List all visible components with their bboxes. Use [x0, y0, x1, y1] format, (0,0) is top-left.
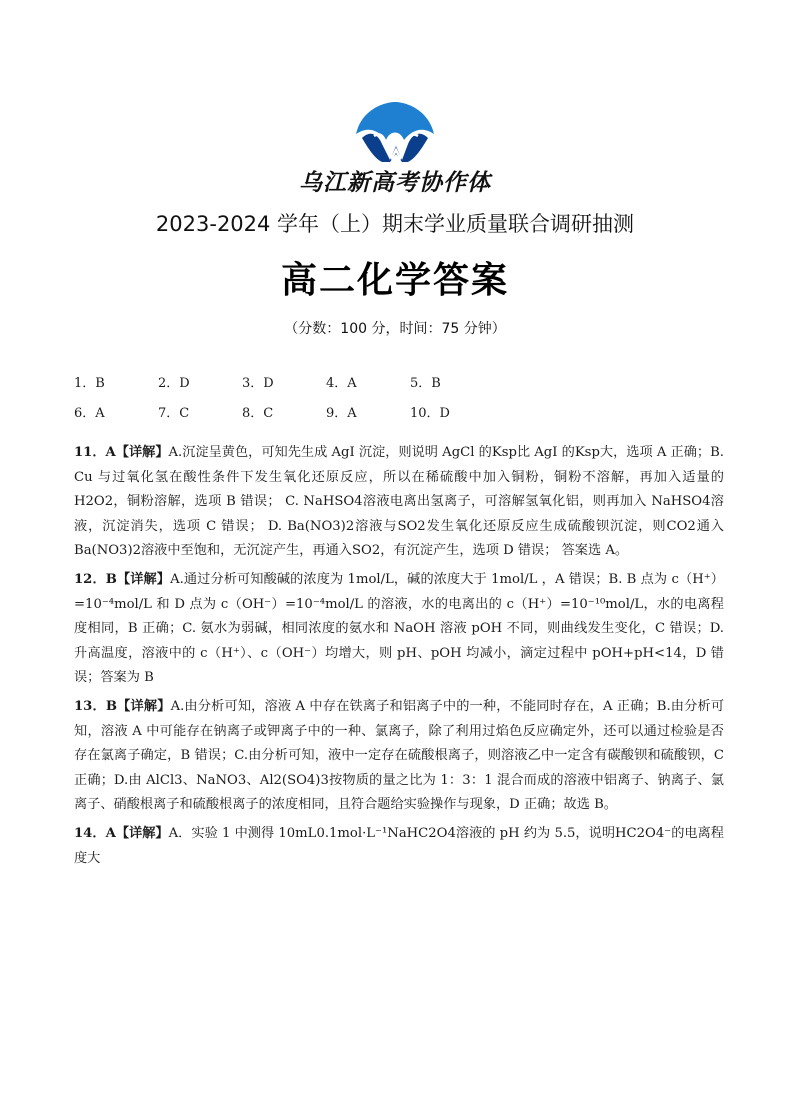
- item-tag: 【详解】: [117, 698, 171, 714]
- page-title: 高二化学答案: [280, 260, 509, 301]
- answer-item: 10．D: [410, 406, 450, 421]
- answer-item: 2．D: [158, 376, 190, 391]
- item-number: 12．B: [74, 571, 117, 587]
- answer-item: 1．B: [74, 376, 105, 391]
- item-tag: 【详解】: [116, 571, 171, 587]
- exam-title: 2023-2024 学年（上）期末学业质量联合调研抽测: [155, 212, 635, 236]
- answer-item: 5．B: [410, 376, 441, 391]
- explanation-list: [74, 441, 724, 875]
- item-number: 13．B: [74, 698, 118, 714]
- item-text: A．实验 1 中测得 10mL0.1mol·L⁻¹NaHC2O4溶液的 pH 约为 5.5，说明HC2O4⁻的电离程度大: [74, 825, 724, 866]
- wujiang-logo-icon: [352, 100, 438, 166]
- explanation-item: [74, 568, 724, 691]
- explanation-item: [74, 441, 724, 564]
- explanation-item: [74, 695, 724, 818]
- answer-row: [74, 402, 494, 432]
- organization-name: 乌江新高考协作体: [299, 170, 491, 196]
- answer-row: [74, 372, 494, 402]
- item-number: 11．A: [74, 445, 116, 460]
- answer-item: 9．A: [326, 406, 357, 421]
- answer-item: 3．D: [242, 376, 274, 391]
- item-number: 14．A: [74, 825, 116, 841]
- exam-meta: （分数：100 分，时间：75 分钟）: [284, 321, 506, 337]
- explanation-item: [74, 822, 724, 871]
- answer-item: 8．C: [242, 406, 274, 421]
- answer-item: 6．A: [74, 406, 105, 421]
- item-text: A.沉淀呈黄色，可知先生成 AgI 沉淀，则说明 AgCl 的Ksp比 AgI 的Ksp大，选项 A 正确；B. Cu 与过氧化氢在酸性条件下发生氧化还原反应，所以在稀硫酸中加入铜粉，铜粉不溶解，再加入适量的 H2O2，铜粉溶解，选项 B 错误； C. NaHSO4溶液电离出氢离子，可溶解氢氧化铝，则再加入 NaHSO4溶液，沉淀消失，选项 C 错误； D. Ba(NO3)2溶液与SO2发生氧化还原反应生成硫酸钡沉淀，则CO2通入 Ba(NO3)2溶液中至饱和，无沉淀产生，再通入SO2，有沉淀产生，选项 D 错误； 答案选 A。: [74, 445, 724, 559]
- item-text: A.通过分析可知酸碱的浓度为 1mol/L，碱的浓度大于 1mol/L ，A 错误；B. B 点为 c（H⁺）=10⁻⁴mol/L 和 D 点为 c（OH⁻）=10⁻⁴mol/L 的溶液，水的电离出的 c（H⁺）=10⁻¹⁰mol/L，水的电离程度相同，B 正确；C. 氨水为弱碱，相同浓度的氨水和 NaOH 溶液 pOH 不同，则曲线发生变化，C 错误；D.升高温度，溶液中的 c（H⁺）、c（OH⁻）均增大，则 pH、pOH 均减小，滴定过程中 pOH+pH<14，D 错误；答案为 B: [74, 571, 724, 686]
- item-text: A.由分析可知，溶液 A 中存在铁离子和铝离子中的一种，不能同时存在，A 正确；B.由分析可知，溶液 A 中可能存在钠离子或钾离子中的一种、氯离子，除了利用过焰色反应确定外，还可以通过检验是否存在氯离子确定，B 错误；C.由分析可知，液中一定存在硫酸根离子，则溶液乙中一定含有碳酸钡和硫酸钡，C 正确；D.由 AlCl3、NaNO3、Al2(SO4)3按物质的量之比为 1：3：1 混合而成的溶液中铝离子、钠离子、氯离子、硝酸根离子和硫酸根离子的浓度相同，且符合题给实验操作与现象，D 正确；故选 B。: [74, 698, 725, 813]
- item-tag: 【详解】: [115, 445, 169, 460]
- item-tag: 【详解】: [115, 825, 169, 841]
- answer-item: 7．C: [158, 406, 190, 421]
- answer-grid: [74, 372, 494, 432]
- answer-item: 4．A: [326, 376, 357, 391]
